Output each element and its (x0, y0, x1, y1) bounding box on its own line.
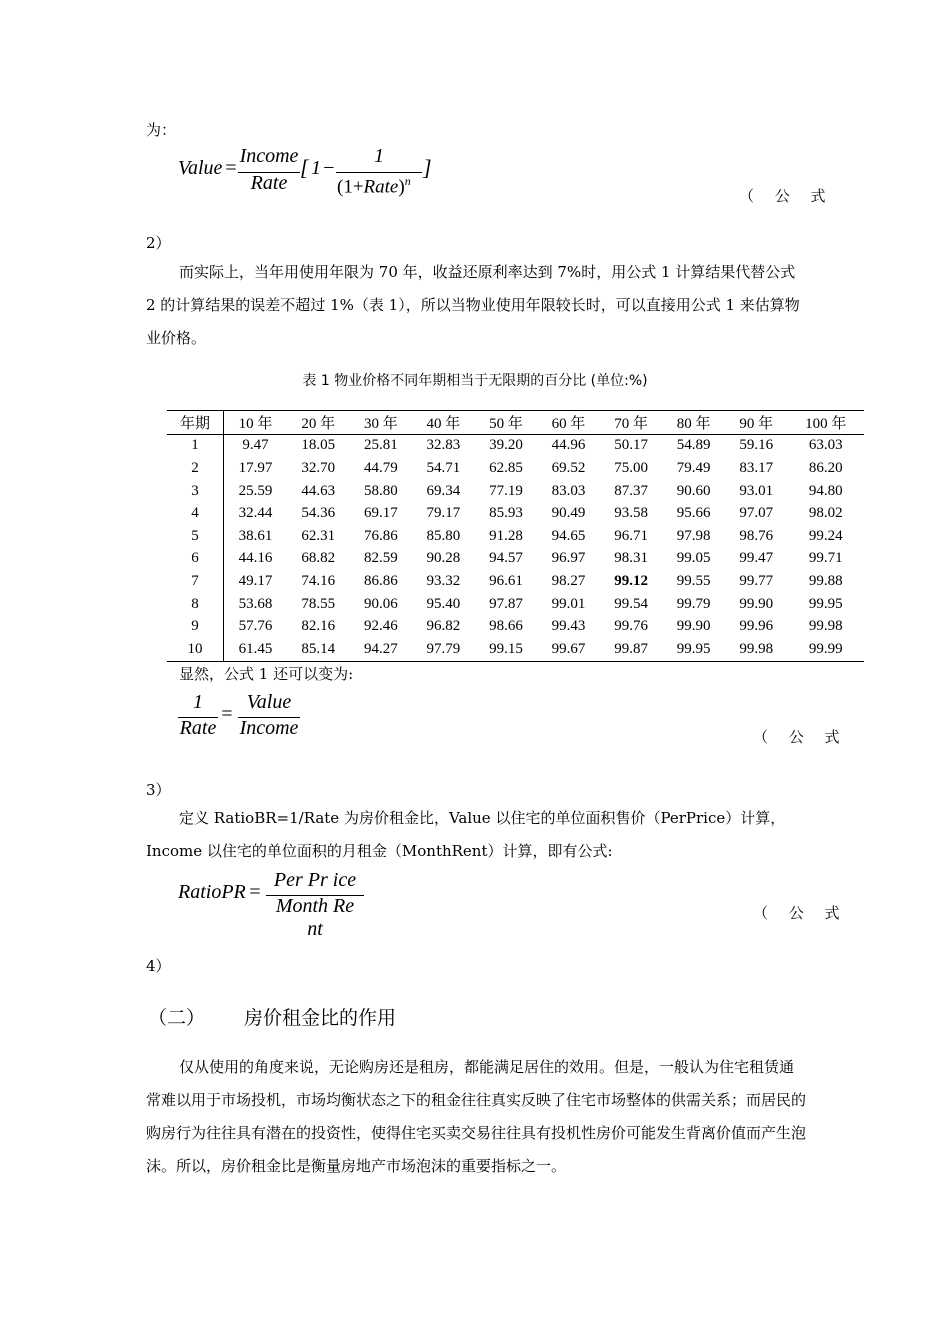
table-cell: 49.17 (238, 572, 273, 589)
formula2-numerator: Income (239, 145, 299, 167)
table-cell: 25.59 (238, 482, 273, 499)
table-cell: 54.36 (301, 505, 336, 522)
table-cell: 93.32 (426, 572, 461, 589)
table-cell: 95.66 (676, 505, 711, 522)
table-cell: 53.68 (238, 595, 273, 612)
formula4-eq: = (248, 881, 262, 903)
table-cell: 90.49 (551, 505, 586, 522)
table-cell: 32.70 (301, 459, 336, 476)
table-cell: 98.66 (489, 618, 523, 635)
formula2-denominator: Rate (250, 172, 288, 194)
table-cell: 98.31 (614, 550, 648, 567)
table-cell: 54.71 (426, 459, 461, 476)
table-cell: 69.34 (426, 482, 461, 499)
table-cell: 99.71 (808, 550, 843, 567)
table-cell: 77.19 (489, 482, 523, 499)
table-cell: 99.79 (676, 595, 711, 612)
table-cell: 99.90 (676, 618, 711, 635)
table-cell: 83.03 (551, 482, 586, 499)
table-cell: 79.49 (676, 459, 711, 476)
table-cell: 99.76 (614, 618, 648, 635)
table-cell: 98.76 (739, 527, 774, 544)
table-cell: 90.28 (426, 550, 461, 567)
table-cell: 44.96 (551, 437, 586, 454)
table-cell: 97.98 (676, 527, 711, 544)
table-cell: 97.07 (739, 505, 774, 522)
table-header-cell: 20 年 (287, 411, 350, 435)
table-cell: 10 (167, 638, 224, 661)
table-cell: 58.80 (363, 482, 398, 499)
formula2-inner-den-rate: Rate (363, 176, 399, 198)
table-cell: 69.52 (551, 459, 586, 476)
formula2-inner-numerator: 1 (374, 145, 384, 167)
paragraph-1 (146, 256, 808, 355)
table-cell: 5 (167, 525, 224, 548)
formula2-open-bracket: [ (300, 155, 309, 180)
table-cell: 97.87 (489, 595, 523, 612)
formula2-one: 1 (311, 157, 321, 179)
table-cell: 62.85 (489, 459, 523, 476)
table-row (167, 548, 864, 571)
table-cell: 86.20 (808, 459, 843, 476)
formula4-label-number: 4） (146, 957, 171, 975)
formula2-inner-den-one: 1 (343, 176, 353, 198)
table-row (167, 457, 864, 480)
table-header-cell: 年期 (167, 411, 224, 435)
formula3-label-number: 3） (146, 781, 171, 799)
table-cell: 69.17 (363, 505, 398, 522)
table-cell: 85.93 (489, 505, 523, 522)
table-cell: 96.82 (426, 618, 461, 635)
table-row (167, 570, 864, 593)
formula3-denominator-left: Rate (179, 717, 217, 739)
table-cell: 96.61 (489, 572, 523, 589)
formula2-exponent: n (404, 174, 411, 188)
table-header-cell: 80 年 (662, 411, 725, 435)
table-cell: 82.16 (301, 618, 336, 635)
table-cell: 90.06 (363, 595, 398, 612)
table-cell: 94.27 (350, 638, 413, 661)
table-cell: 68.82 (301, 550, 336, 567)
table-row (167, 525, 864, 548)
table-cell: 1 (167, 434, 224, 457)
table-header-cell: 90 年 (725, 411, 788, 435)
table-cell: 99.67 (537, 638, 600, 661)
table-header-cell: 70 年 (600, 411, 663, 435)
paragraph-2: 显然，公式 1 还可以变为: (179, 665, 354, 683)
table-cell: 32.44 (238, 505, 273, 522)
table-cell: 82.59 (363, 550, 398, 567)
table-cell: 62.31 (301, 527, 336, 544)
table-cell: 76.86 (363, 527, 398, 544)
table-row (167, 593, 864, 616)
formula4-numerator: Per Pr ice (273, 869, 357, 891)
table-caption: 表 1 物业价格不同年期相当于无限期的百分比 (单位:%) (302, 373, 648, 389)
table-cell: 3 (167, 480, 224, 503)
table-cell: 99.98 (725, 638, 788, 661)
table-cell: 25.81 (363, 437, 398, 454)
table-cell: 7 (167, 570, 224, 593)
table-header-cell: 40 年 (412, 411, 475, 435)
table-cell: 91.28 (489, 527, 523, 544)
table-row (167, 502, 864, 525)
table-cell: 85.14 (287, 638, 350, 661)
formula2-label-number: 2） (146, 234, 171, 252)
table-cell: 97.79 (412, 638, 475, 661)
table-cell: 2 (167, 457, 224, 480)
paragraph-4-text: 仅从使用的角度来说，无论购房还是租房，都能满足居住的效用。但是，一般认为住宅租赁通常难以用于市场投机，市场均衡状态之下的租金往往真实反映了住宅市场整体的供需关系；而居民的购房行为往往具有潜在的投资性，使得住宅买卖交易往往具有投机性房价可能发生背离价值而产生泡沫。所以，房价租金比是衡量房地产市场泡沫的重要指标之一。 (146, 1058, 807, 1175)
table-header-cell: 50 年 (475, 411, 538, 435)
table-cell: 50.17 (614, 437, 648, 454)
table-cell: 9 (167, 615, 224, 638)
table-cell: 59.16 (739, 437, 774, 454)
table-header-cell: 30 年 (350, 411, 413, 435)
table-cell: 99.99 (787, 638, 864, 661)
formula2-close-bracket: ] (423, 155, 432, 180)
table-cell: 85.80 (426, 527, 461, 544)
table-cell: 18.05 (301, 437, 336, 454)
table-cell: 99.88 (808, 572, 843, 589)
formula2-inner-fraction-bar (336, 172, 422, 173)
table-cell: 94.57 (489, 550, 523, 567)
table-cell: 39.20 (489, 437, 523, 454)
formula3-numerator-right: Value (246, 691, 292, 713)
table-cell: 96.71 (614, 527, 648, 544)
table-row (167, 615, 864, 638)
table-cell: 74.16 (301, 572, 336, 589)
paragraph-3-text: 定义 RatioBR=1/Rate 为房价租金比，Value 以住宅的单位面积售价（PerPrice）计算，Income 以住宅的单位面积的月租金（MonthRent）计算，即有公式: (146, 809, 786, 860)
intro-text: 为： (146, 121, 177, 139)
table-cell: 99.95 (808, 595, 843, 612)
table-cell: 4 (167, 502, 224, 525)
table-cell: 99.96 (739, 618, 774, 635)
formula2-inner-den-open: ( (337, 176, 344, 198)
table-cell: 99.24 (808, 527, 843, 544)
formula2-label: （ 公 式 (739, 187, 834, 205)
formula3-label: （ 公 式 (753, 728, 848, 746)
formula2-inner-den-close: ) (398, 176, 405, 198)
table-cell: 99.55 (676, 572, 711, 589)
formula3-denominator-right: Income (239, 717, 299, 739)
table-cell: 83.17 (739, 459, 774, 476)
table-cell: 90.60 (676, 482, 711, 499)
table-cell: 54.89 (676, 437, 711, 454)
table-cell: 99.15 (475, 638, 538, 661)
table-cell: 75.00 (614, 459, 648, 476)
table-cell: 57.76 (238, 618, 273, 635)
formula2-eq: = (224, 157, 238, 179)
table-cell: 94.80 (808, 482, 843, 499)
paragraph-4 (146, 1051, 808, 1183)
table-cell: 99.95 (662, 638, 725, 661)
table-header-row (167, 411, 864, 435)
table-cell: 99.43 (551, 618, 586, 635)
formula4-label: （ 公 式 (753, 904, 848, 922)
table-row (167, 434, 864, 457)
table-cell: 99.98 (808, 618, 843, 635)
table-cell: 99.12 (614, 572, 648, 589)
table-cell: 99.01 (551, 595, 586, 612)
formula2-inner-den-plus: + (352, 176, 364, 198)
table-cell: 44.16 (238, 550, 273, 567)
formula2-inner-denominator (337, 174, 411, 198)
table-row (167, 638, 864, 661)
table-cell: 99.47 (739, 550, 774, 567)
table-cell: 99.05 (676, 550, 711, 567)
table-cell: 8 (167, 593, 224, 616)
table-cell: 99.77 (739, 572, 774, 589)
table-cell: 63.03 (808, 437, 843, 454)
formula2-lhs: Value (178, 157, 223, 179)
table-cell: 92.46 (363, 618, 398, 635)
table-cell: 98.02 (808, 505, 843, 522)
table-cell: 78.55 (301, 595, 336, 612)
table-cell: 17.97 (238, 459, 273, 476)
paragraph-1-text: 而实际上，当年用使用年限为 70 年，收益还原利率达到 7%时，用公式 1 计算结果代替公式 2 的计算结果的误差不超过 1%（表 1），所以当物业使用年限较长时，可以直接用公式 1 来估算物业价格。 (146, 263, 800, 347)
table-cell: 61.45 (224, 638, 287, 661)
formula4-lhs: RatioPR (178, 881, 246, 903)
table-cell: 44.79 (363, 459, 398, 476)
table-cell: 32.83 (426, 437, 461, 454)
table-cell: 93.58 (614, 505, 648, 522)
table-cell: 93.01 (739, 482, 774, 499)
table-cell: 6 (167, 548, 224, 571)
table-header-cell: 10 年 (224, 411, 287, 435)
table-cell: 99.87 (600, 638, 663, 661)
table-cell: 99.54 (614, 595, 648, 612)
table-cell: 38.61 (238, 527, 273, 544)
section-number: （二） (148, 1007, 206, 1029)
table-cell: 9.47 (242, 437, 269, 454)
section-title: 房价租金比的作用 (244, 1007, 397, 1029)
table-cell: 79.17 (426, 505, 461, 522)
table-header-cell: 60 年 (537, 411, 600, 435)
table-cell: 87.37 (614, 482, 648, 499)
formula3-eq: = (220, 703, 234, 725)
table-row (167, 480, 864, 503)
data-table (167, 410, 864, 662)
paragraph-3 (146, 802, 808, 868)
table-cell: 98.27 (551, 572, 586, 589)
table-cell: 44.63 (301, 482, 336, 499)
formula2-minus: − (322, 157, 336, 179)
table-header-cell: 100 年 (787, 411, 864, 435)
formula4-denominator: Month Re nt (275, 895, 355, 940)
table-cell: 86.86 (363, 572, 398, 589)
formula3-numerator-left: 1 (193, 691, 203, 713)
table-cell: 96.97 (551, 550, 586, 567)
table-cell: 95.40 (426, 595, 461, 612)
table-cell: 94.65 (551, 527, 586, 544)
table-cell: 99.90 (739, 595, 774, 612)
